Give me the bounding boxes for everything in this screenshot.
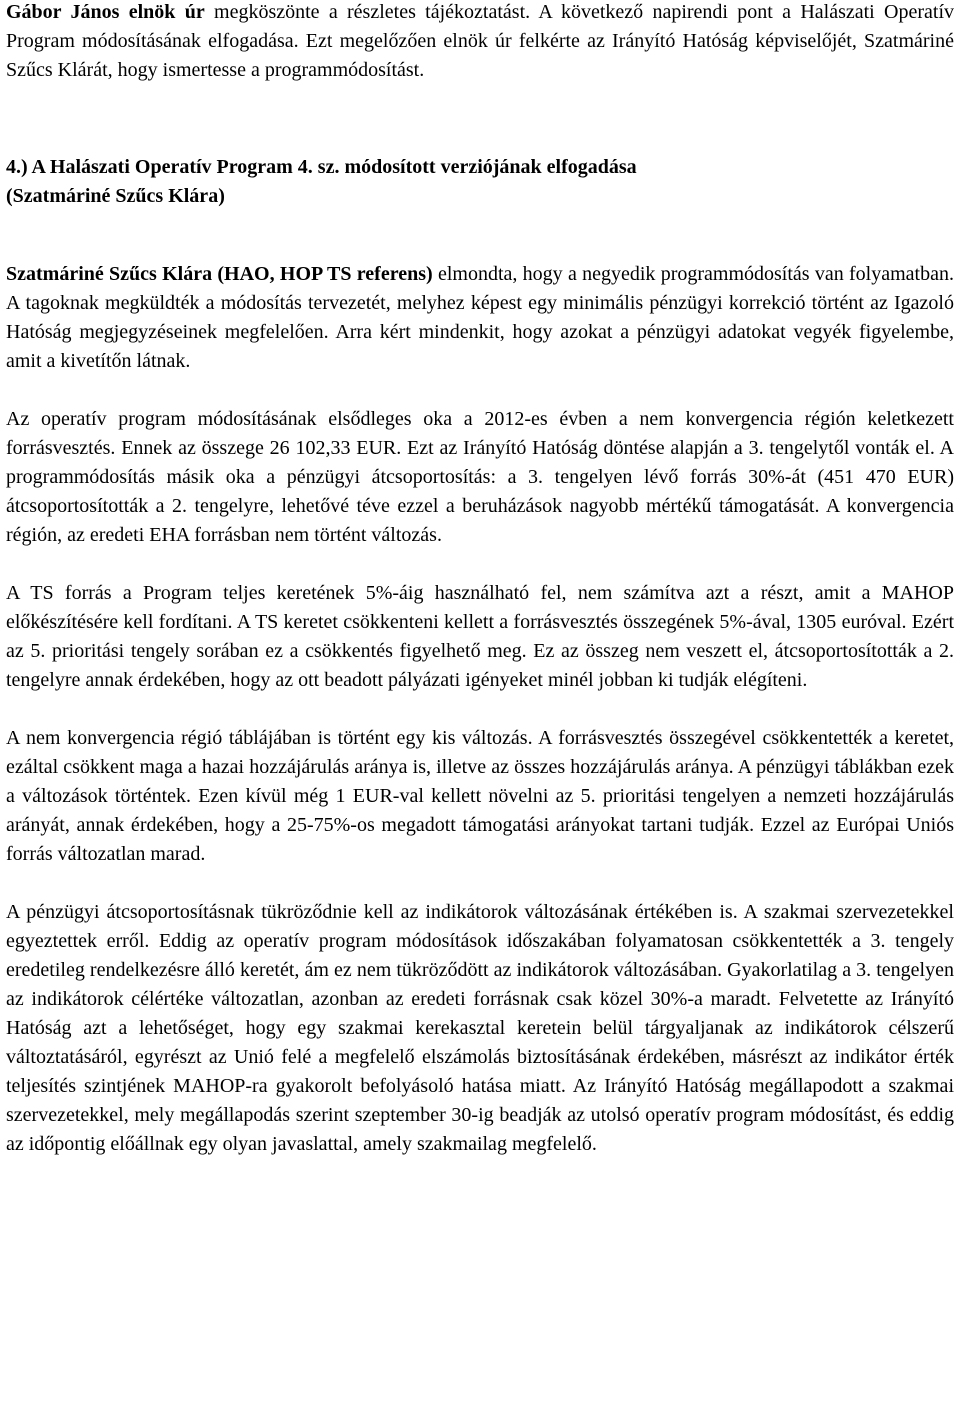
intro-speaker: Gábor János elnök úr: [6, 1, 205, 23]
paragraph-3: A TS forrás a Program teljes keretének 5%-áig használható fel, nem számítva azt a részt, amit a MAHOP előkészítésére kell fordítani. A TS keretet csökkenteni kellett a forrásvesztés összegének 5%-ával, 1305 euróval. Ezért az 5. prioritási tengely sorában ez a csökkentés figyelhető meg. Ez az összeg nem veszett el, átcsoportosították a 2. tengelyre annak érdekében, hogy az ott beadott pályázati igényeket minél jobban ki tudják elégíteni.: [6, 582, 954, 691]
agenda-heading-title: 4.) A Halászati Operatív Program 4. sz. módosított verziójának elfogadása: [6, 156, 637, 178]
intro-paragraph: [6, 0, 954, 85]
agenda-heading: [6, 153, 954, 211]
paragraph-2: Az operatív program módosításának elsődleges oka a 2012-es évben a nem konvergencia régión keletkezett forrásvesztés. Ennek az összege 26 102,33 EUR. Ezt az Irányító Hatóság döntése alapján a 3. tengelytől vonták el. A programmódosítás másik oka a pénzügyi átcsoportosítás: a 3. tengelyen lévő forrás 30%-át (451 470 EUR) átcsoportosították a 2. tengelyre, lehetővé téve ezzel a beruházások nagyobb mértékű támogatását. A konvergencia régión, az eredeti EHA forrásban nem történt változás.: [6, 408, 954, 546]
paragraph-5: A pénzügyi átcsoportosításnak tükröződnie kell az indikátorok változásának értékében is. A szakmai szervezetekkel egyeztettek erről. Eddig az operatív program módosítások időszakában folyamatosan csökkentették a 3. tengely eredetileg rendelkezésre álló keretét, ám ez nem tükröződött az indikátorok változásában. Gyakorlatilag a 3. tengelyen az indikátorok célértéke változatlan, azonban az eredeti forrásnak csak közel 30%-a maradt. Felvetette az Irányító Hatóság azt a lehetőséget, hogy egy szakmai kerekasztal keretein belül tárgyaljanak az indikátorok célszerű változtatásáról, egyrészt az Unió felé a megfelelő elszámolás biztosításának érdekében, másrészt az indikátor érték teljesítés szintjének MAHOP-ra gyakorolt befolyásoló hatása miatt. Az Irányító Hatóság megállapodott a szakmai szervezetekkel, mely megállapodás szerint szeptember 30-ig beadják az utolsó operatív program módosítást, és eddig az időpontig előállnak egy olyan javaslattal, amely szakmailag megfelelő.: [6, 901, 954, 1155]
agenda-heading-presenter: (Szatmáriné Szűcs Klára): [6, 185, 225, 207]
paragraph-1-speaker: Szatmáriné Szűcs Klára (HAO, HOP TS referens): [6, 263, 433, 285]
paragraph-1: [6, 260, 954, 376]
paragraph-4: A nem konvergencia régió táblájában is történt egy kis változás. A forrásvesztés összegével csökkentették a keretet, ezáltal csökkent maga a hazai hozzájárulás aránya is, illetve az összes hozzájárulás aránya. A pénzügyi táblákban ezek a változások történtek. Ezen kívül még 1 EUR-val kellett növelni az 5. prioritási tengelyen a nemzeti hozzájárulás arányát, annak érdekében, hogy a 25-75%-os megadott támogatási arányokat tartani tudják. Ezzel az Európai Uniós forrás változatlan marad.: [6, 727, 954, 865]
intro-text: megköszönte a részletes tájékoztatást. A következő napirendi pont a Halászati Operatív Program módosításának elfogadása. Ezt megelőzően elnök úr felkérte az Irányító Hatóság képviselőjét, Szatmáriné Szűcs Klárát, hogy ismertesse a programmódosítást.: [6, 1, 955, 81]
paragraph-1-text: elmondta, hogy a negyedik programmódosítás van folyamatban. A tagoknak megküldték a módosítás tervezetét, melyhez képest egy minimális pénzügyi korrekció történt az Igazoló Hatóság megjegyzéseinek megfelelően. Arra kért mindenkit, hogy azokat a pénzügyi adatokat vegyék figyelembe, amit a kivetítőn látnak.: [6, 263, 954, 372]
